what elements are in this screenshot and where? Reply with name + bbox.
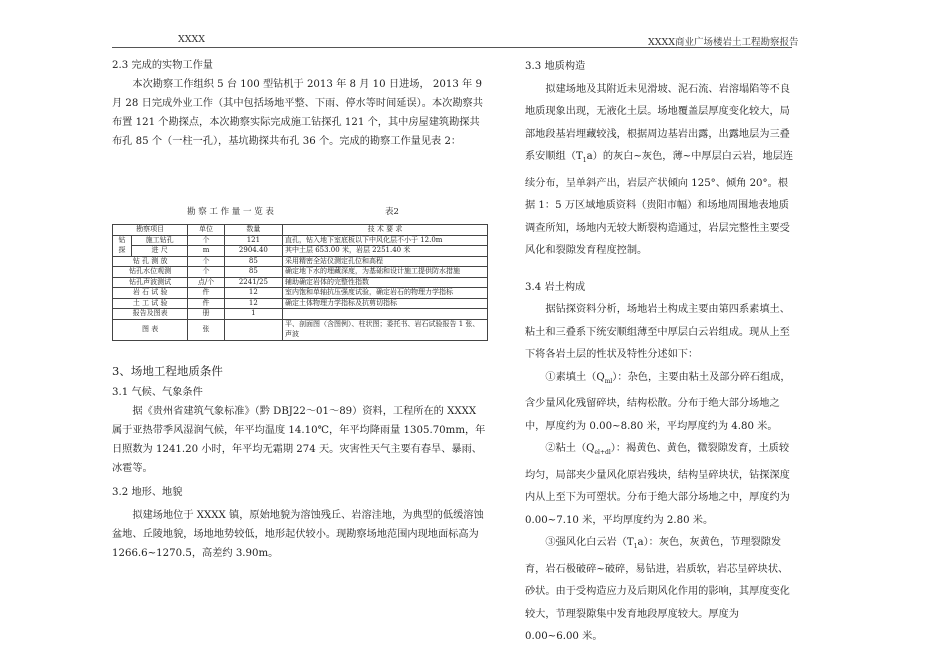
table-cell: m bbox=[188, 246, 224, 257]
table-cell: 报告及图表 bbox=[113, 309, 188, 320]
section-2-3-title: 2.3 完成的实物工作量 bbox=[112, 60, 213, 71]
section-3-3-subscript: 1 bbox=[582, 157, 587, 165]
section-3-4-title: 3.4 岩土构成 bbox=[525, 281, 586, 293]
table-cell: 采用精密全站仪测定孔位和高程 bbox=[283, 256, 488, 267]
table-cell: 直孔，钻入地下室底板以下中风化层不小于 12.0m bbox=[283, 235, 488, 246]
layer-1-text-b: ）：杂色，主要由粘土及部分碎石组成，含少量风化残留碎块，结构松散。分布于绝大部分场地之中，厚度约为 0.00~8.80 米，平均厚度约为 4.80 米。 bbox=[525, 371, 791, 432]
header-left: XXXX bbox=[178, 34, 206, 45]
header-right: XXXX商业广场楼岩土工程勘察报告 bbox=[648, 37, 799, 48]
table-cell: 件 bbox=[188, 288, 224, 299]
workload-table bbox=[112, 224, 488, 341]
table-cell: 个 bbox=[188, 267, 224, 278]
table-header-cell: 技 术 要 求 bbox=[283, 225, 488, 236]
right-column bbox=[525, 56, 795, 649]
left-column bbox=[112, 56, 488, 151]
layer-3-text-b: a）：灰色，灰黄色，节理裂隙发育，岩石极破碎~破碎，易钻进，岩质软，岩芯呈碎块状、砂状。由于受构造应力及后期风化作用的影响，其厚度变化较大，节理裂隙集中发育地段厚度较大。厚度为 0.00~6.00 米。 bbox=[525, 537, 790, 643]
layer-3-subscript: 1 bbox=[633, 543, 638, 551]
table-cell: 进 尺 bbox=[132, 246, 188, 257]
section-3-1-title: 3.1 气候、气象条件 bbox=[112, 387, 203, 398]
section-3-2-title: 3.2 地形、地貌 bbox=[112, 487, 183, 498]
table-number: 表2 bbox=[385, 207, 399, 217]
table-row bbox=[113, 235, 488, 246]
left-column-lower bbox=[112, 362, 488, 563]
table-caption: 勘 察 工 作 量 一 览 表 bbox=[187, 207, 274, 217]
table-cell: 12 bbox=[224, 298, 282, 309]
table-cell: 2241/25 bbox=[224, 277, 282, 288]
table-cell: 图 表 bbox=[113, 319, 188, 340]
section-3-4-paragraph: 据钻探资料分析，场地岩土构成主要由第四系素填土、粘土和三叠系下统安顺组薄至中厚层白云岩组成。现从上至下将各岩土层的性状及特性分述如下： bbox=[525, 304, 790, 361]
table-header-cell: 数量 bbox=[224, 225, 282, 236]
section-3-3-title: 3.3 地质构造 bbox=[525, 61, 586, 72]
table-cell: 85 bbox=[224, 256, 282, 267]
table-cell: 册 bbox=[188, 309, 224, 320]
table-cell bbox=[224, 319, 282, 340]
section-3-2-paragraph: 拟建场地位于 XXXX 镇，原始地貌为溶蚀残丘、岩溶洼地，为典型的低缓溶蚀盆地、丘陵地貌，场地地势较低，地形起伏较小。现勘察场地范围内现地面标高为 1266.6~1270.5，高差约 3.90m。 bbox=[112, 510, 484, 559]
table-cell: 辅助确定岩体的完整性指数 bbox=[283, 277, 488, 288]
table-row bbox=[113, 256, 488, 267]
table-cell: 1 bbox=[224, 309, 282, 320]
table-cell: 85 bbox=[224, 267, 282, 278]
layer-2-subscript: el+dl bbox=[594, 449, 611, 457]
table-row bbox=[113, 277, 488, 288]
section-3-1-paragraph: 据《贵州省建筑气象标准》（黔 DBJ22～01～89）资料，工程所在的 XXXX 属于亚热带季风湿润气候，年平均温度 14.10℃，年平均降雨量 1305.70mm，年日照数为 1241.20 小时，年平均无霜期 274 天。灾害性天气主要有春旱、暴雨、冰雹等。 bbox=[112, 406, 486, 474]
table-row bbox=[113, 288, 488, 299]
table-cell: 件 bbox=[188, 298, 224, 309]
table-cell: 钻孔水位观测 bbox=[113, 267, 188, 278]
layer-2-paragraph bbox=[525, 438, 795, 532]
section-2-3-paragraph: 本次勘察工作组织 5 台 100 型钻机于 2013 年 8 月 10 日进场， 2013 年 9 月 28 日完成外业工作（其中包括场地平整、下雨、停水等时间延误）。本次勘察共布置 121 个勘探点，本次勘察实际完成施工钻探孔 121 个，其中房屋建筑勘探共布孔 85 个（一柱一孔），基坑勘探共布孔 36 个。完成的勘察工作量见表 2： bbox=[112, 79, 483, 147]
table-cell: 岩 石 试 验 bbox=[113, 288, 188, 299]
table-row bbox=[113, 309, 488, 320]
layer-1-text-a: ①素填土（Q bbox=[545, 371, 605, 383]
table-row bbox=[113, 246, 488, 257]
layer-1-paragraph bbox=[525, 367, 795, 439]
layer-2-text-a: ②粘土（Q bbox=[545, 443, 595, 455]
table-cell: 施工钻孔 bbox=[132, 235, 188, 246]
table-cell: 钻 孔 测 放 bbox=[113, 256, 188, 267]
table-cell: 钻孔声波测试 bbox=[113, 277, 188, 288]
table-row bbox=[113, 267, 488, 278]
table-cell: 室内饱和单轴抗压强度试验，确定岩石的物理力学指标 bbox=[283, 288, 488, 299]
layer-1-subscript: ml bbox=[604, 377, 613, 385]
table-cell: 土 工 试 验 bbox=[113, 298, 188, 309]
layer-2-text-b: ）：褐黄色、黄色，微裂隙发育，土质较均匀，局部夹少量风化原岩残块，结构呈碎块状，钻探深度内从上至下为可塑状。分布于绝大部分场地之中，厚度约为 0.00~7.10 米，平均厚度约为 2.80 米。 bbox=[525, 443, 790, 526]
table-header-cell: 单位 bbox=[188, 225, 224, 236]
table-cell: 平、剖面图（含图例）、柱状图；委托书、岩石试验报告 1 张、声波 bbox=[283, 319, 488, 340]
table-cell: 个 bbox=[188, 256, 224, 267]
table-cell: 点/个 bbox=[188, 277, 224, 288]
table-cell: 张 bbox=[188, 319, 224, 340]
table-row bbox=[113, 319, 488, 340]
table-cell: 其中土层 653.00 米，岩层 2251.40 米 bbox=[283, 246, 488, 257]
layer-3-paragraph bbox=[525, 532, 795, 649]
table-cell: 个 bbox=[188, 235, 224, 246]
section-3-title: 3、场地工程地质条件 bbox=[112, 364, 223, 378]
section-3-3-paragraph bbox=[525, 79, 795, 263]
table-header-row bbox=[113, 225, 488, 236]
drill-group-cell: 钻 探 bbox=[113, 235, 132, 256]
table-cell: 121 bbox=[224, 235, 282, 246]
section-3-3-text-b: a）的灰白~灰色，薄~中厚层白云岩，地层连续分布，呈单斜产出，岩层产状倾向 125°、倾角 20°。根据 1：5 万区域地质资料（贵阳市幅）和场地周围地表地质调查所知，场地内无较大断裂构造通过，岩层完整性主要受风化和裂隙发育程度控制。 bbox=[525, 151, 794, 257]
table-row bbox=[113, 298, 488, 309]
table-cell: 12 bbox=[224, 288, 282, 299]
table-cell: 2904.40 bbox=[224, 246, 282, 257]
header-rule bbox=[112, 47, 792, 48]
table-header-cell: 勘察项目 bbox=[113, 225, 188, 236]
table-cell: 确定地下水的埋藏深度，为基础和设计施工提供防水措施 bbox=[283, 267, 488, 278]
section-3-3-text-a: 拟建场地及其附近未见滑坡、泥石流、岩溶塌陷等不良地质现象出现，无液化土层。场地覆盖层厚度变化较大，局部地段基岩埋藏较浅，根据周边基岩出露，出露地层为三叠系安顺组（T bbox=[525, 83, 790, 162]
table-cell bbox=[283, 309, 488, 320]
layer-3-text-a: ③强风化白云岩（T bbox=[545, 537, 634, 549]
table-cell: 确定土体物理力学指标及抗剪切指标 bbox=[283, 298, 488, 309]
